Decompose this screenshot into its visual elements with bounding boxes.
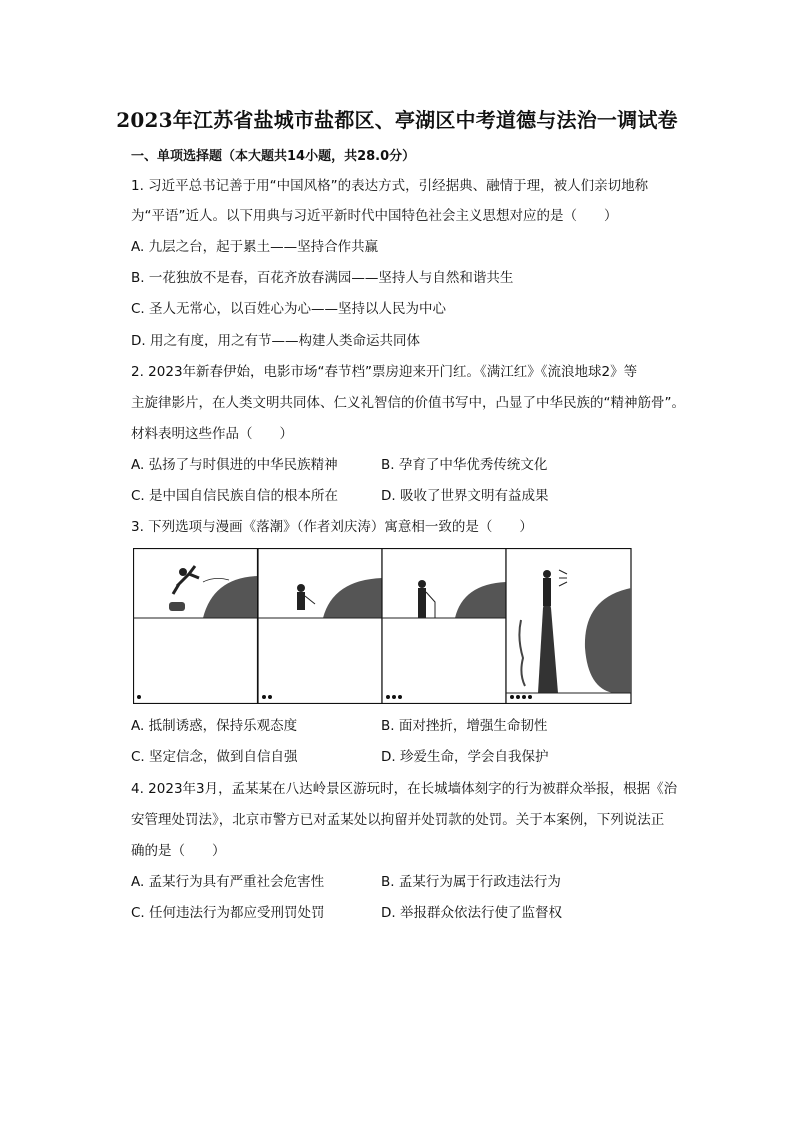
section-heading: 一、单项选择题（本大题共14小题，共28.0分） xyxy=(131,149,416,164)
question-3-line-1: 3. 下列选项与漫画《落潮》（作者刘庆涛）寓意相一致的是（ ） xyxy=(131,519,533,535)
question-2-option-c: C. 是中国自信民族自信的根本所在 xyxy=(131,488,339,504)
question-4-option-c: C. 任何违法行为都应受刑罚处罚 xyxy=(131,905,325,921)
question-2-line-3: 材料表明这些作品（ ） xyxy=(131,426,293,442)
question-3-option-b: B. 面对挫折，增强生命韧性 xyxy=(381,718,548,734)
question-4-option-d: D. 举报群众依法行使了监督权 xyxy=(381,905,562,921)
question-4-option-b: B. 孟某行为属于行政违法行为 xyxy=(381,874,561,890)
question-2-line-2: 主旋律影片，在人类文明共同体、仁义礼智信的价值书写中，凸显了中华民族的“精神筋骨”。 xyxy=(131,395,685,411)
exam-title: 2023年江苏省盐城市盐都区、亭湖区中考道德与法治一调试卷 xyxy=(116,108,678,132)
question-4-option-a: A. 孟某行为具有严重社会危害性 xyxy=(131,874,325,890)
question-2-line-1: 2. 2023年新春伊始，电影市场“春节档”票房迎来开门红。《满江红》《流浪地球2》等 xyxy=(131,364,638,380)
question-1-option-d: D. 用之有度，用之有节——构建人类命运共同体 xyxy=(131,333,420,349)
question-3-option-d: D. 珍爱生命，学会自我保护 xyxy=(381,749,549,765)
comic-panel-1 xyxy=(133,549,258,704)
comic-panel-2 xyxy=(258,549,382,704)
question-2-option-a: A. 弘扬了与时俱进的中华民族精神 xyxy=(131,457,338,473)
question-1-option-c: C. 圣人无常心，以百姓心为心——坚持以人民为中心 xyxy=(131,301,447,317)
question-1-line-1: 1. 习近平总书记善于用“中国风格”的表达方式，引经据典、融情于理，被人们亲切地称 xyxy=(131,178,649,194)
comic-panel-4 xyxy=(506,549,631,704)
comic-luochao-strip xyxy=(133,548,632,704)
comic-panel-3 xyxy=(382,549,506,704)
question-1-line-2: 为“平语”近人。以下用典与习近平新时代中国特色社会主义思想对应的是（ ） xyxy=(131,208,618,224)
question-4-line-2: 安管理处罚法》，北京市警方已对孟某处以拘留并处罚款的处罚。关于本案例，下列说法正 xyxy=(131,812,665,828)
question-2-option-b: B. 孕育了中华优秀传统文化 xyxy=(381,457,548,473)
question-4-line-3: 确的是（ ） xyxy=(131,843,226,859)
question-1-option-b: B. 一花独放不是春，百花齐放春满园——坚持人与自然和谐共生 xyxy=(131,270,514,286)
question-4-line-1: 4. 2023年3月，孟某某在八达岭景区游玩时，在长城墙体刻字的行为被群众举报，根据《治 xyxy=(131,781,678,797)
question-2-option-d: D. 吸收了世界文明有益成果 xyxy=(381,488,549,504)
question-3-option-c: C. 坚定信念，做到自信自强 xyxy=(131,749,298,765)
question-1-option-a: A. 九层之台，起于累土——坚持合作共赢 xyxy=(131,239,379,255)
question-3-option-a: A. 抵制诱惑，保持乐观态度 xyxy=(131,718,298,734)
